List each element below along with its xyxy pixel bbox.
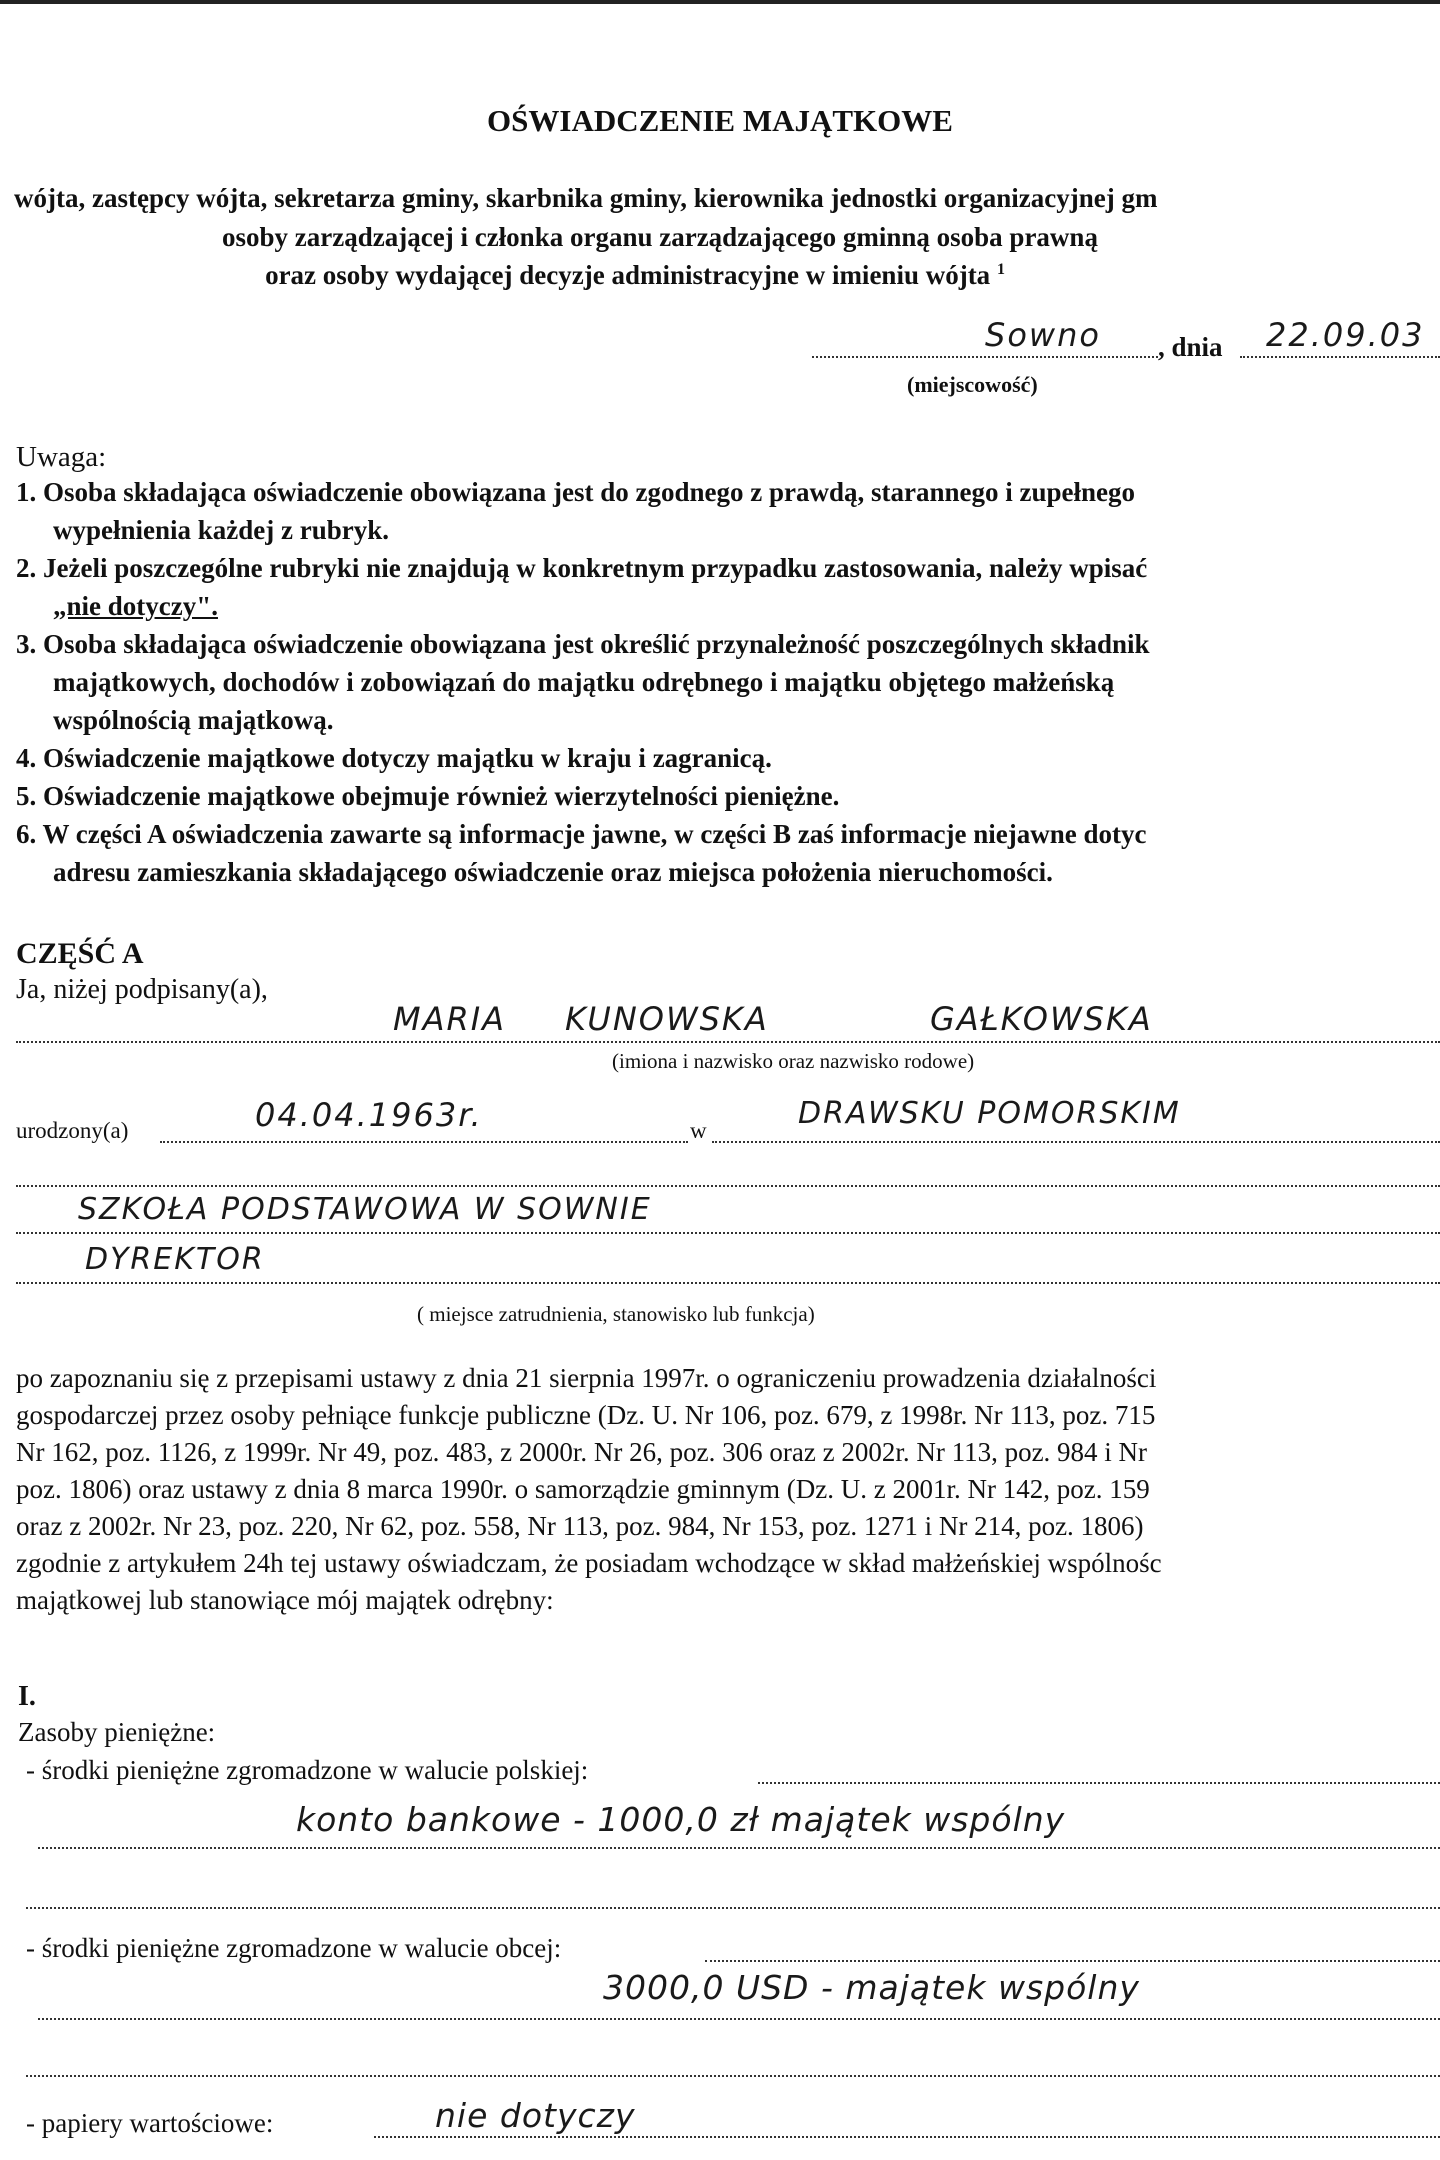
born-label: urodzony(a)	[16, 1118, 129, 1143]
employment-value: SZKOŁA PODSTAWOWA W SOWNIE	[78, 1192, 652, 1227]
uwaga-heading: Uwaga:	[16, 441, 107, 473]
place-caption: (miejscowość)	[907, 372, 1038, 397]
top-border-line	[0, 0, 1440, 4]
uwaga-item-2-cont: „nie dotyczy".	[53, 591, 218, 621]
pln-dotted-line-1	[38, 1847, 1440, 1849]
document-title: OŚWIADCZENIE MAJĄTKOWE	[487, 103, 953, 138]
uwaga-item-1: 1. Osoba składająca oświadczenie obowiązana jest do zgodnego z prawdą, starannego i zupełnego	[16, 477, 1136, 507]
born-date-dotted-line	[160, 1141, 688, 1143]
section-1-heading: Zasoby pieniężne:	[18, 1717, 216, 1747]
surname-value: KUNOWSKA	[565, 1000, 769, 1038]
position-value: DYREKTOR	[85, 1242, 265, 1277]
law-text-line-5: oraz z 2002r. Nr 23, poz. 220, Nr 62, poz. 558, Nr 113, poz. 984, Nr 153, poz. 1271 i Nr 214, poz. 1806)	[16, 1511, 1144, 1541]
pln-label: - środki pieniężne zgromadzone w walucie polskiej:	[26, 1755, 589, 1785]
part-a-intro: Ja, niżej podpisany(a),	[16, 974, 268, 1005]
born-place-value: DRAWSKU POMORSKIM	[798, 1096, 1181, 1131]
pln-value: konto bankowe - 1000,0 zł majątek wspólny	[296, 1800, 1066, 1839]
date-value: 22.09.03	[1266, 316, 1425, 354]
uwaga-item-1-cont: wypełnienia każdej z rubryk.	[53, 515, 390, 545]
born-in-label: w	[690, 1118, 707, 1143]
law-text-line-7: majątkowej lub stanowiące mój majątek odrębny:	[16, 1585, 554, 1615]
section-1-numeral: I.	[18, 1681, 36, 1712]
pln-dotted-line-2	[26, 1907, 1440, 1909]
pln-dotted-line-0	[758, 1782, 1440, 1784]
subtitle-line-3-text: oraz osoby wydającej decyzje administracyjne w imieniu wójta	[265, 260, 991, 290]
dnia-label: , dnia	[1158, 332, 1223, 362]
uwaga-item-3-cont-2: wspólnością majątkową.	[53, 705, 334, 735]
foreign-label: - środki pieniężne zgromadzone w walucie obcej:	[26, 1933, 562, 1963]
part-a-heading: CZĘŚĆ A	[16, 937, 144, 970]
place-value: Sowno	[985, 316, 1101, 354]
employment-caption: ( miejsce zatrudnienia, stanowisko lub funkcja)	[417, 1302, 815, 1326]
born-place-dotted-line	[712, 1141, 1440, 1143]
employment-dotted-line-2	[16, 1232, 1440, 1234]
first-name-value: MARIA	[393, 1000, 507, 1038]
uwaga-item-6: 6. W części A oświadczenia zawarte są informacje jawne, w części B zaś informacje niejawne dotyc	[16, 819, 1147, 849]
footnote-mark: 1	[996, 261, 1005, 278]
uwaga-item-6-cont: adresu zamieszkania składającego oświadczenie oraz miejsca położenia nieruchomości.	[53, 857, 1053, 887]
name-caption: (imiona i nazwisko oraz nazwisko rodowe)	[612, 1049, 975, 1073]
employment-dotted-line-3	[16, 1282, 1440, 1284]
foreign-dotted-line-2	[26, 2075, 1440, 2077]
subtitle-line-1: wójta, zastępcy wójta, sekretarza gminy, skarbnika gminy, kierownika jednostki organizacyjnej gm	[14, 183, 1158, 213]
born-date-value: 04.04.1963r.	[255, 1096, 483, 1134]
foreign-dotted-line-0	[705, 1960, 1440, 1962]
law-text-line-2: gospodarczej przez osoby pełniące funkcje publiczne (Dz. U. Nr 106, poz. 679, z 1998r. Nr 113, poz. 715	[16, 1400, 1156, 1430]
law-text-line-4: poz. 1806) oraz ustawy z dnia 8 marca 1990r. o samorządzie gminnym (Dz. U. z 2001r. Nr 142, poz. 159	[16, 1474, 1150, 1504]
securities-dotted-line	[374, 2136, 1440, 2138]
uwaga-item-3: 3. Osoba składająca oświadczenie obowiązana jest określić przynależność poszczególnych składnik	[16, 629, 1150, 659]
securities-value: nie dotyczy	[435, 2096, 636, 2135]
uwaga-item-5: 5. Oświadczenie majątkowe obejmuje również wierzytelności pieniężne.	[16, 781, 840, 811]
law-text-line-3: Nr 162, poz. 1126, z 1999r. Nr 49, poz. 483, z 2000r. Nr 26, poz. 306 oraz z 2002r. Nr 113, poz. 984 i Nr	[16, 1437, 1148, 1467]
date-dotted-line	[1240, 356, 1440, 358]
uwaga-item-2: 2. Jeżeli poszczególne rubryki nie znajdują w konkretnym przypadku zastosowania, należy wpisać	[16, 553, 1148, 583]
foreign-value: 3000,0 USD - majątek wspólny	[603, 1968, 1140, 2007]
securities-label: - papiery wartościowe:	[26, 2108, 274, 2138]
foreign-dotted-line-1	[38, 2018, 1440, 2020]
uwaga-item-4: 4. Oświadczenie majątkowe dotyczy majątku w kraju i zagranicą.	[16, 743, 772, 773]
uwaga-item-3-cont-1: majątkowych, dochodów i zobowiązań do majątku odrębnego i majątku objętego małżeńską	[53, 667, 1115, 697]
law-text-line-6: zgodnie z artykułem 24h tej ustawy oświadczam, że posiadam wchodzące w skład małżeńskiej wspólnośc	[16, 1548, 1162, 1578]
employment-dotted-line-1	[16, 1185, 1440, 1187]
subtitle-line-2: osoby zarządzającej i członka organu zarządzającego gminną osoba prawną	[222, 222, 1098, 252]
law-text-line-1: po zapoznaniu się z przepisami ustawy z dnia 21 sierpnia 1997r. o ograniczeniu prowadzenia działalności	[16, 1363, 1157, 1393]
place-dotted-line	[812, 356, 1158, 358]
family-name-value: GAŁKOWSKA	[930, 1000, 1153, 1038]
name-dotted-line	[16, 1041, 1440, 1043]
subtitle-line-3	[0, 260, 1270, 291]
